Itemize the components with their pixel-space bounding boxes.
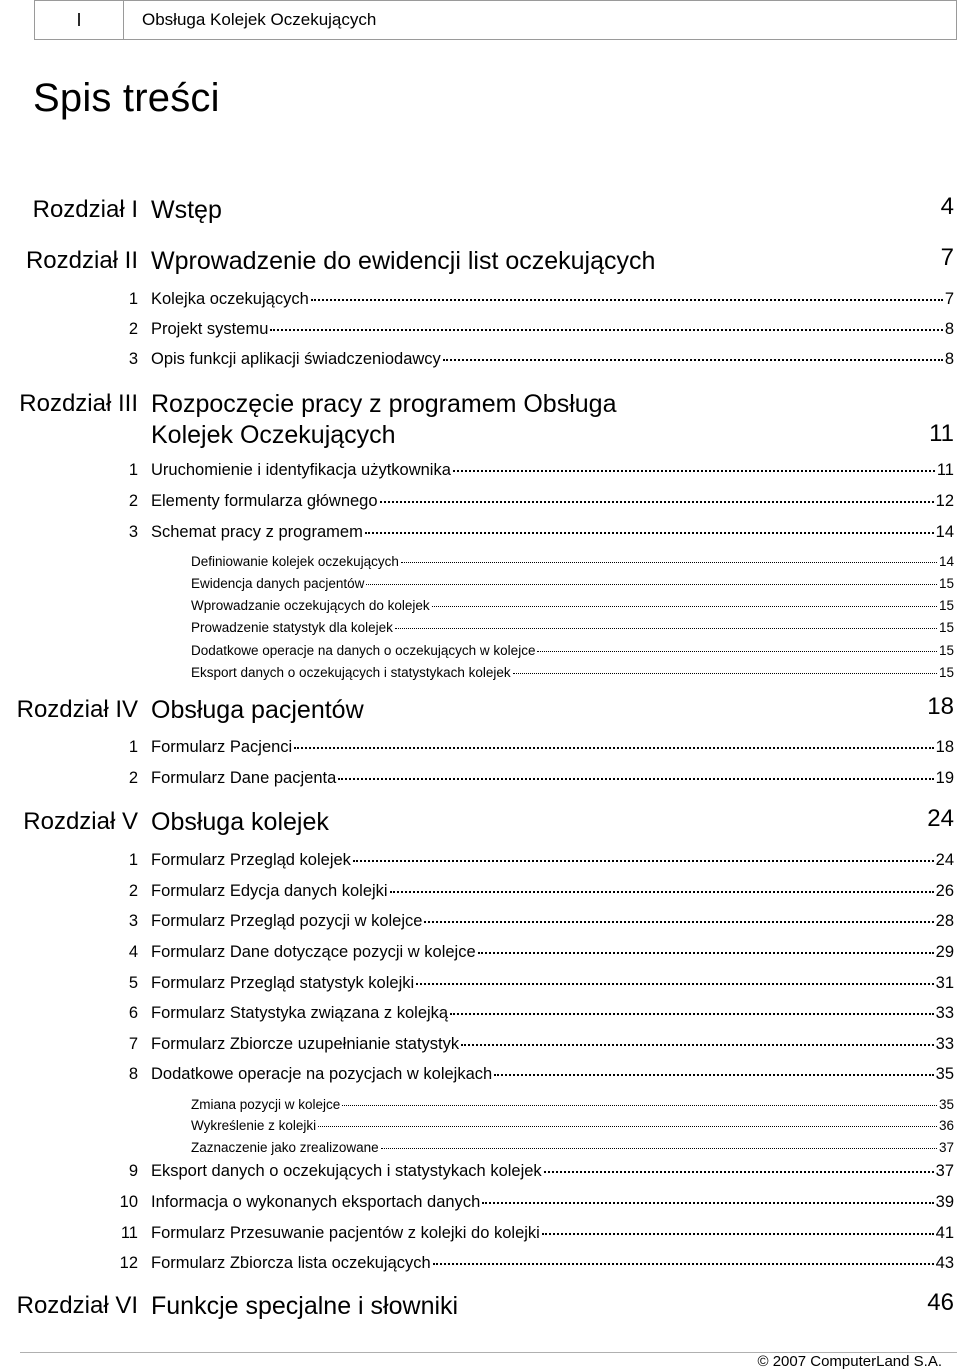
page-title: Spis treści <box>33 76 220 120</box>
subentry-page-number: 14 <box>938 554 954 569</box>
subentry-title: Prowadzenie statystyk dla kolejek <box>191 620 393 635</box>
entry-number: 9 <box>128 1162 138 1180</box>
dot-leader <box>544 1171 934 1173</box>
entry-page-number: 43 <box>935 1254 954 1272</box>
dot-leader <box>424 921 933 923</box>
subentry-page-number: 15 <box>938 643 954 658</box>
entry-page-number: 26 <box>935 882 954 900</box>
entry-number: 12 <box>119 1254 138 1272</box>
toc-entry[interactable] <box>151 738 954 757</box>
toc-entry[interactable] <box>151 851 954 870</box>
entry-page-number: 8 <box>944 320 954 338</box>
toc-entry[interactable] <box>151 290 954 309</box>
toc-subentry[interactable] <box>191 620 954 635</box>
dot-leader <box>395 628 937 629</box>
entry-title: Informacja o wykonanych eksportach danych <box>151 1193 481 1211</box>
toc-subentry[interactable] <box>191 1140 954 1155</box>
dot-leader <box>513 673 937 674</box>
entry-title: Formularz Zbiorcze uzupełnianie statystyk <box>151 1035 460 1053</box>
toc-subentry[interactable] <box>191 1118 954 1133</box>
chapter-label: Rozdział V <box>23 808 138 835</box>
toc-entry[interactable] <box>151 320 954 339</box>
subentry-page-number: 15 <box>938 576 954 591</box>
entry-page-number: 28 <box>935 912 954 930</box>
dot-leader <box>311 299 943 301</box>
entry-title: Formularz Dane dotyczące pozycji w kolejce <box>151 943 476 961</box>
dot-leader <box>318 1126 937 1127</box>
entry-page-number: 18 <box>935 738 954 756</box>
dot-leader <box>461 1044 934 1046</box>
entry-title: Kolejka oczekujących <box>151 290 309 308</box>
entry-title: Projekt systemu <box>151 320 269 338</box>
chapter-title[interactable]: Rozpoczęcie pracy z programem Obsługa <box>151 390 617 418</box>
entry-number: 11 <box>120 1224 138 1242</box>
dot-leader <box>453 470 935 472</box>
entry-title: Formularz Przegląd kolejek <box>151 851 351 869</box>
chapter-page-number: 11 <box>929 420 954 447</box>
entry-number: 1 <box>128 461 138 479</box>
entry-page-number: 12 <box>935 492 954 510</box>
toc-entry[interactable] <box>151 882 954 901</box>
toc-entry[interactable] <box>151 943 954 962</box>
entry-number: 7 <box>128 1035 138 1053</box>
entry-page-number: 37 <box>935 1162 954 1180</box>
entry-number: 1 <box>128 738 138 756</box>
toc-entry[interactable] <box>151 1193 954 1212</box>
entry-number: 2 <box>128 882 138 900</box>
subentry-title: Zmiana pozycji w kolejce <box>191 1097 341 1112</box>
subentry-page-number: 15 <box>938 620 954 635</box>
footer-copyright: © 2007 ComputerLand S.A. <box>757 1353 942 1370</box>
entry-number: 3 <box>128 350 138 368</box>
chapter-title[interactable]: Obsługa kolejek <box>151 808 329 836</box>
dot-leader <box>381 1148 937 1149</box>
dot-leader <box>342 1105 937 1106</box>
entry-page-number: 8 <box>944 350 954 368</box>
chapter-title[interactable]: Wstęp <box>151 196 222 224</box>
entry-page-number: 29 <box>935 943 954 961</box>
entry-page-number: 35 <box>935 1065 954 1083</box>
chapter-title[interactable]: Wprowadzenie do ewidencji list oczekujących <box>151 247 656 275</box>
entry-title: Dodatkowe operacje na pozycjach w kolejkach <box>151 1065 493 1083</box>
dot-leader <box>390 891 934 893</box>
toc-entry[interactable] <box>151 523 954 542</box>
entry-number: 10 <box>119 1193 138 1211</box>
entry-title: Elementy formularza głównego <box>151 492 378 510</box>
dot-leader <box>537 651 937 652</box>
entry-title: Eksport danych o oczekujących i statystykach kolejek <box>151 1162 542 1180</box>
dot-leader <box>338 778 933 780</box>
dot-leader <box>478 952 934 954</box>
entry-page-number: 11 <box>936 461 954 479</box>
entry-number: 3 <box>128 912 138 930</box>
subentry-title: Wykreślenie z kolejki <box>191 1118 317 1133</box>
entry-number: 2 <box>128 769 138 787</box>
entry-page-number: 19 <box>935 769 954 787</box>
running-header <box>34 0 957 40</box>
subentry-page-number: 15 <box>938 665 954 680</box>
subentry-title: Definiowanie kolejek oczekujących <box>191 554 399 569</box>
chapter-page-number: 46 <box>927 1289 954 1316</box>
chapter-page-number: 7 <box>940 244 954 271</box>
chapter-title[interactable]: Funkcje specjalne i słowniki <box>151 1292 459 1320</box>
toc-entry[interactable] <box>151 1065 954 1084</box>
toc-entry[interactable] <box>151 974 954 993</box>
entry-number: 1 <box>128 290 138 308</box>
dot-leader <box>270 329 942 331</box>
entry-number: 8 <box>128 1065 138 1083</box>
toc-entry[interactable] <box>151 461 954 480</box>
dot-leader <box>482 1202 933 1204</box>
entry-title: Uruchomienie i identyfikacja użytkownika <box>151 461 451 479</box>
subentry-title: Zaznaczenie jako zrealizowane <box>191 1140 379 1155</box>
entry-title: Formularz Edycja danych kolejki <box>151 882 388 900</box>
header-title: Obsługa Kolejek Oczekujących <box>142 10 377 29</box>
entry-title: Formularz Przegląd statystyk kolejki <box>151 974 415 992</box>
header-chapter-number: I <box>35 1 124 39</box>
dot-leader <box>432 606 937 607</box>
entry-number: 6 <box>128 1004 138 1022</box>
subentry-title: Ewidencja danych pacjentów <box>191 576 365 591</box>
dot-leader <box>294 747 933 749</box>
entry-title: Opis funkcji aplikacji świadczeniodawcy <box>151 350 441 368</box>
toc-subentry[interactable] <box>191 1097 954 1112</box>
toc-entry[interactable] <box>151 912 954 931</box>
dot-leader <box>365 532 934 534</box>
entry-number: 2 <box>128 320 138 338</box>
chapter-label: Rozdział VI <box>16 1292 138 1319</box>
subentry-page-number: 37 <box>938 1140 954 1155</box>
toc-entry[interactable] <box>151 1004 954 1023</box>
entry-title: Schemat pracy z programem <box>151 523 363 541</box>
entry-page-number: 33 <box>935 1035 954 1053</box>
entry-page-number: 7 <box>944 290 954 308</box>
dot-leader <box>416 983 933 985</box>
dot-leader <box>542 1233 934 1235</box>
chapter-page-number: 18 <box>927 693 954 720</box>
chapter-title[interactable]: Obsługa pacjentów <box>151 696 364 724</box>
subentry-title: Eksport danych o oczekujących i statystykach kolejek <box>191 665 511 680</box>
chapter-label: Rozdział III <box>19 390 138 417</box>
dot-leader <box>443 359 943 361</box>
subentry-page-number: 36 <box>938 1118 954 1133</box>
subentry-title: Wprowadzanie oczekujących do kolejek <box>191 598 430 613</box>
toc-subentry[interactable] <box>191 598 954 613</box>
dot-leader <box>433 1263 934 1265</box>
toc-entry[interactable] <box>151 1035 954 1054</box>
entry-title: Formularz Dane pacjenta <box>151 769 337 787</box>
entry-page-number: 14 <box>935 523 954 541</box>
entry-title: Formularz Zbiorcza lista oczekujących <box>151 1254 431 1272</box>
entry-number: 4 <box>128 943 138 961</box>
entry-number: 5 <box>128 974 138 992</box>
chapter-label: Rozdział IV <box>16 696 138 723</box>
entry-title: Formularz Statystyka związana z kolejką <box>151 1004 449 1022</box>
chapter-page-number: 24 <box>927 805 954 832</box>
entry-number: 1 <box>128 851 138 869</box>
subentry-page-number: 15 <box>938 598 954 613</box>
entry-page-number: 39 <box>935 1193 954 1211</box>
chapter-label: Rozdział II <box>25 247 138 274</box>
entry-number: 2 <box>128 492 138 510</box>
toc-entry[interactable] <box>151 1162 954 1181</box>
dot-leader <box>401 562 937 563</box>
entry-title: Formularz Pacjenci <box>151 738 293 756</box>
subentry-title: Dodatkowe operacje na danych o oczekujących w kolejce <box>191 643 536 658</box>
toc-entry[interactable] <box>151 350 954 369</box>
entry-page-number: 31 <box>935 974 954 992</box>
entry-title: Formularz Przesuwanie pacjentów z kolejki do kolejki <box>151 1224 540 1242</box>
entry-number: 3 <box>128 523 138 541</box>
toc-entry[interactable] <box>151 492 954 511</box>
toc-entry[interactable] <box>151 769 954 788</box>
dot-leader <box>353 860 934 862</box>
chapter-title-line2[interactable]: Kolejek Oczekujących <box>151 421 396 449</box>
entry-page-number: 33 <box>935 1004 954 1022</box>
dot-leader <box>366 584 937 585</box>
dot-leader <box>380 501 934 503</box>
subentry-page-number: 35 <box>938 1097 954 1112</box>
toc-subentry[interactable] <box>191 576 954 591</box>
toc-entry[interactable] <box>151 1224 954 1243</box>
toc-subentry[interactable] <box>191 554 954 569</box>
dot-leader <box>450 1013 934 1015</box>
chapter-page-number: 4 <box>940 193 954 220</box>
entry-page-number: 24 <box>935 851 954 869</box>
chapter-label: Rozdział I <box>32 196 138 223</box>
toc-subentry[interactable] <box>191 643 954 658</box>
entry-title: Formularz Przegląd pozycji w kolejce <box>151 912 423 930</box>
entry-page-number: 41 <box>935 1224 954 1242</box>
toc-entry[interactable] <box>151 1254 954 1273</box>
toc-subentry[interactable] <box>191 665 954 680</box>
dot-leader <box>494 1074 933 1076</box>
